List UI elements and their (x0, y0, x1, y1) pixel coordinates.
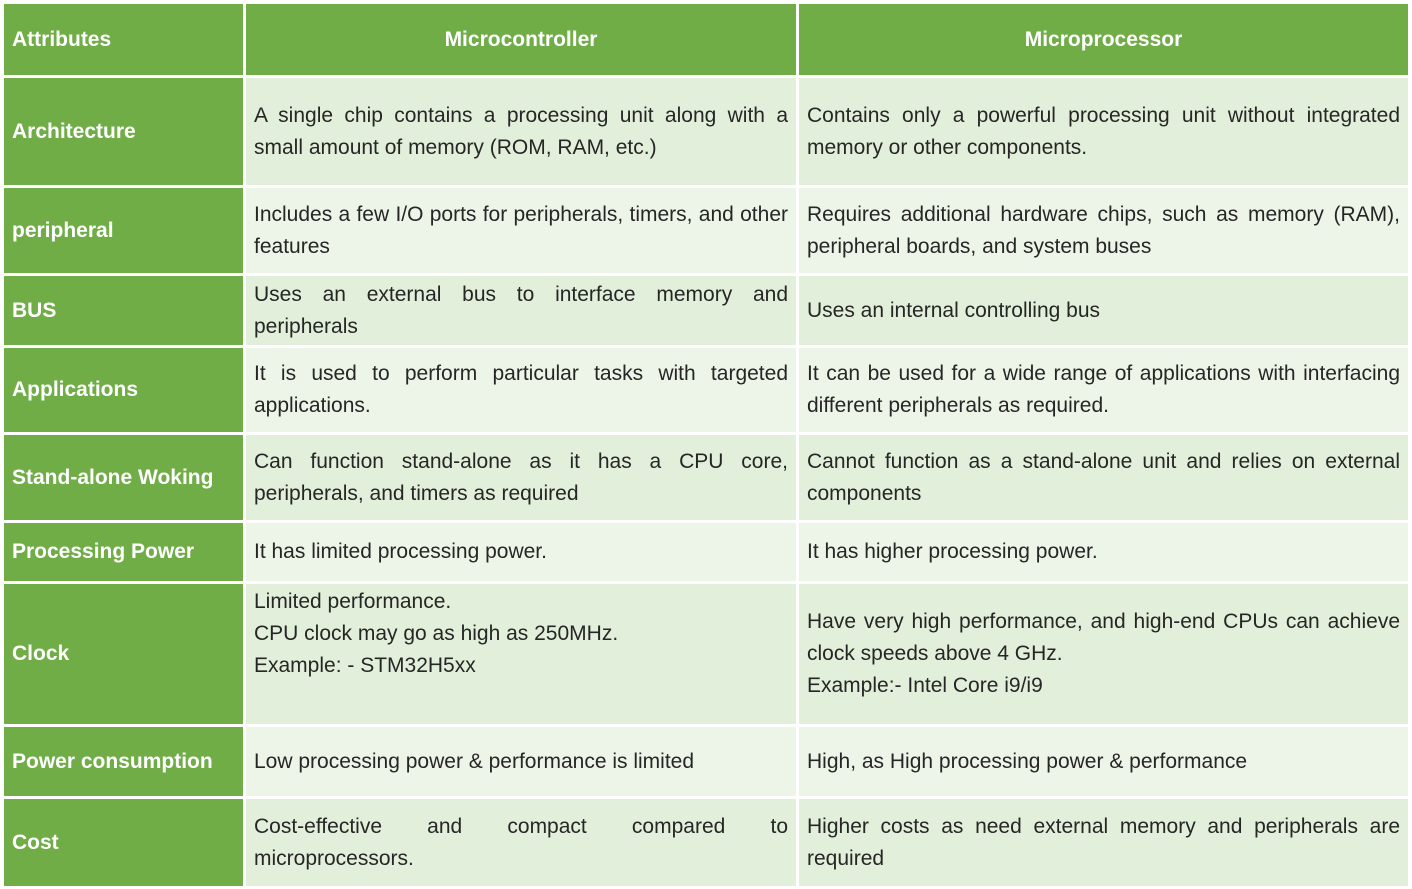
table-row (3, 583, 1410, 726)
table-row (3, 434, 1410, 522)
microprocessor-cell: It can be used for a wide range of applications with interfacing different peripherals as required. (798, 347, 1410, 434)
microprocessor-cell (798, 583, 1410, 726)
microcontroller-cell: Uses an external bus to interface memory and peripherals (245, 275, 798, 347)
microprocessor-cell: Requires additional hardware chips, such as memory (RAM), peripheral boards, and system buses (798, 187, 1410, 275)
table-row (3, 726, 1410, 798)
text-line: Example:- Intel Core i9/i9 (807, 674, 1043, 697)
row-attribute: Architecture (3, 77, 245, 187)
row-attribute: Cost (3, 798, 245, 888)
table-header-row (3, 3, 1410, 77)
table-row (3, 347, 1410, 434)
header-microprocessor: Microprocessor (798, 3, 1410, 77)
comparison-table (1, 1, 1411, 889)
text-line: Limited performance. (254, 590, 452, 613)
microcontroller-cell: A single chip contains a processing unit along with a small amount of memory (ROM, RAM, etc.) (245, 77, 798, 187)
row-attribute: BUS (3, 275, 245, 347)
table-row (3, 187, 1410, 275)
header-attributes: Attributes (3, 3, 245, 77)
microcontroller-cell: Cost-effective and compact compared to microprocessors. (245, 798, 798, 888)
microcontroller-cell: Includes a few I/O ports for peripherals, timers, and other features (245, 187, 798, 275)
microprocessor-cell: It has higher processing power. (798, 522, 1410, 583)
table-row (3, 522, 1410, 583)
microcontroller-cell: Can function stand-alone as it has a CPU core, peripherals, and timers as required (245, 434, 798, 522)
row-attribute: Stand-alone Woking (3, 434, 245, 522)
row-attribute: peripheral (3, 187, 245, 275)
microcontroller-cell: It has limited processing power. (245, 522, 798, 583)
table-row (3, 798, 1410, 888)
microprocessor-cell: Contains only a powerful processing unit without integrated memory or other components. (798, 77, 1410, 187)
row-attribute: Processing Power (3, 522, 245, 583)
table-row (3, 77, 1410, 187)
row-attribute: Applications (3, 347, 245, 434)
microprocessor-cell: Cannot function as a stand-alone unit and relies on external components (798, 434, 1410, 522)
text-line: Example: - STM32H5xx (254, 654, 476, 677)
microcontroller-cell (245, 583, 798, 726)
row-attribute: Clock (3, 583, 245, 726)
microcontroller-cell: It is used to perform particular tasks with targeted applications. (245, 347, 798, 434)
table-row (3, 275, 1410, 347)
microcontroller-cell: Low processing power & performance is limited (245, 726, 798, 798)
header-microcontroller: Microcontroller (245, 3, 798, 77)
text-line: CPU clock may go as high as 250MHz. (254, 622, 619, 645)
row-attribute: Power consumption (3, 726, 245, 798)
microprocessor-cell: Uses an internal controlling bus (798, 275, 1410, 347)
microprocessor-cell: High, as High processing power & performance (798, 726, 1410, 798)
microprocessor-cell: Higher costs as need external memory and peripherals are required (798, 798, 1410, 888)
text-line: Have very high performance, and high-end CPUs can achieve clock speeds above 4 GHz. (807, 610, 1400, 665)
